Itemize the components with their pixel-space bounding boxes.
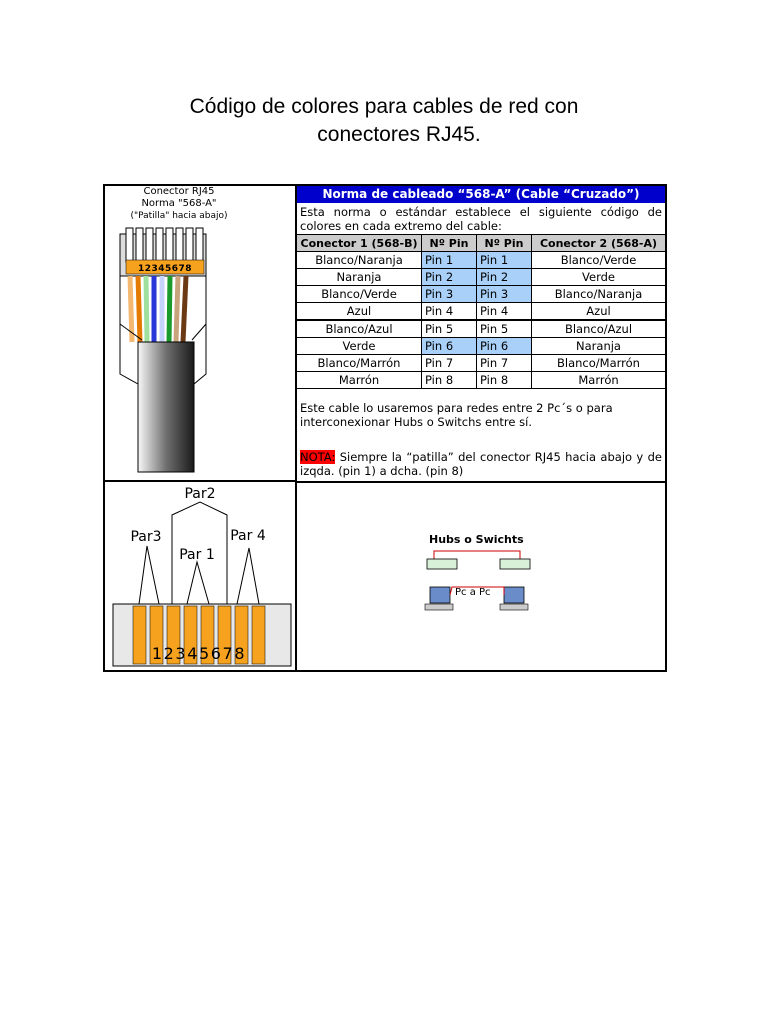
connector-caption-line1: Conector RJ45 [143,186,215,197]
table-cell: Pin 6 [422,338,477,355]
table-cell: Blanco/Azul [297,320,422,338]
table-cell: Pin 8 [477,372,532,389]
usage-text: Este cable lo usaremos para redes entre 2 Pc´s o para interconexionar Hubs o Switchs entre sí. [300,401,613,429]
table-header-cell: Conector 1 (568-B) [297,235,422,252]
title-line-1: Código de colores para cables de red con [189,95,579,118]
note-paragraph [300,450,662,478]
hub-icon [427,559,457,569]
table-cell: Verde [532,269,666,286]
table-row [297,252,666,269]
table-row [297,355,666,372]
table-cell: Blanco/Marrón [532,355,666,372]
table-cell: Pin 4 [422,303,477,321]
pair4-label: Par 4 [230,528,266,544]
rj45-connector-illustration [112,224,218,476]
connector-caption-line3: ("Patilla" hacia abajo) [130,211,228,221]
table-cell: Verde [297,338,422,355]
table-cell: Naranja [532,338,666,355]
table-cell: Blanco/Azul [532,320,666,338]
table-cell: Pin 5 [477,320,532,338]
note-label: NOTA: [300,450,336,464]
table-cell: Pin 2 [422,269,477,286]
table-cell: Pin 8 [422,372,477,389]
pair2-label: Par2 [184,486,216,502]
table-cell: Pin 4 [477,303,532,321]
table-row [297,286,666,303]
table-cell: Blanco/Verde [532,252,666,269]
title-line-2: conectores RJ45. [317,123,481,146]
table-cell: Blanco/Verde [297,286,422,303]
table-cell: Blanco/Naranja [532,286,666,303]
table-cell: Pin 7 [422,355,477,372]
table-cell: Pin 3 [477,286,532,303]
table-cell: Pin 7 [477,355,532,372]
intro-text: Esta norma o estándar establece el siguiente código de colores en cada extremo del cable: [300,205,662,233]
table-cell: Marrón [532,372,666,389]
connector-caption-line2: Norma "568-A" [141,198,217,209]
table-header-cell: Nº Pin [422,235,477,252]
table-cell: Pin 1 [422,252,477,269]
table-cell: Blanco/Naranja [297,252,422,269]
hubs-label: Hubs o Swichts [429,533,524,546]
pairs-diagram [105,482,295,670]
table-cell: Marrón [297,372,422,389]
page-title [0,93,768,149]
table-cell: Azul [532,303,666,321]
connector-caption [105,186,253,222]
table-header-cell: Nº Pin [477,235,532,252]
table-row [297,269,666,286]
table-cell: Pin 2 [477,269,532,286]
diagram-pin-numbers: 12345678 [151,644,247,663]
norm-header: Norma de cableado “568-A” (Cable “Cruzado”) [297,186,665,203]
connector-pin-numbers: 12345678 [137,264,193,274]
table-header-cell: Conector 2 (568-A) [532,235,666,252]
table-cell: Azul [297,303,422,321]
right-row-divider [295,481,667,483]
table-header-row [297,235,666,252]
pc-monitor-icon [504,587,524,603]
pair3-label: Par3 [130,529,162,545]
pair1-label: Par 1 [179,547,215,563]
pc-label: Pc a Pc [455,587,491,598]
table-row [297,320,666,338]
note-text: Siempre la “patilla” del conector RJ45 hacia abajo y de izqda. (pin 1) a dcha. (pin 8) [300,450,662,478]
hub-icon [500,559,530,569]
pin-table [296,234,666,389]
table-row [297,338,666,355]
table-cell: Pin 3 [422,286,477,303]
table-cell: Pin 6 [477,338,532,355]
pc-monitor-icon [430,587,450,603]
network-diagram [420,528,540,618]
table-cell: Pin 1 [477,252,532,269]
table-row [297,372,666,389]
table-row [297,303,666,321]
table-cell: Pin 5 [422,320,477,338]
table-cell: Naranja [297,269,422,286]
table-cell: Blanco/Marrón [297,355,422,372]
